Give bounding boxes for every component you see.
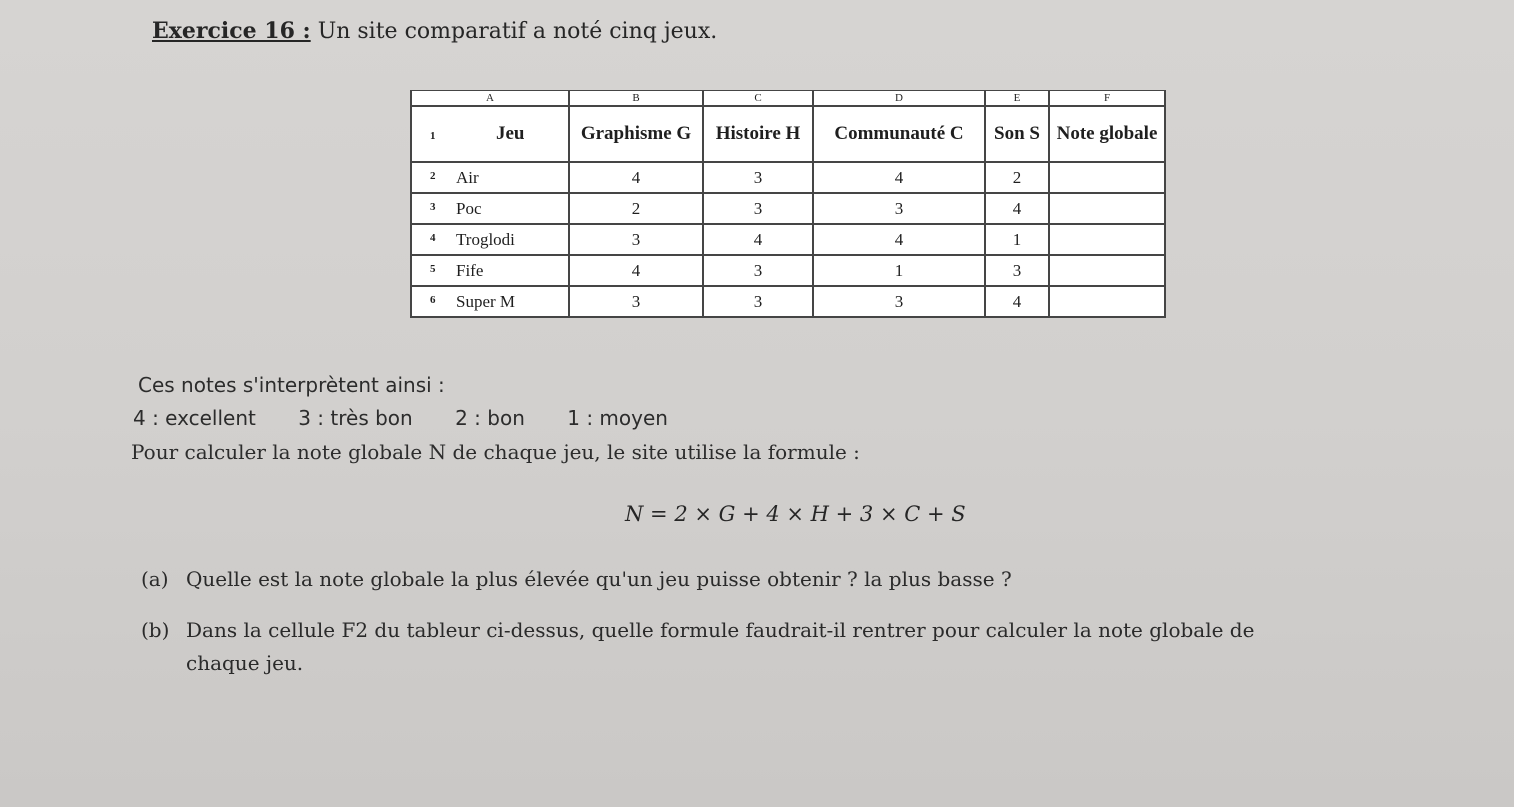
histoire-value: 3: [703, 255, 813, 286]
table-row: [411, 162, 1165, 193]
game-cell: [411, 286, 569, 317]
note-globale-value: [1049, 255, 1165, 286]
exercise-statement: Un site comparatif a noté cinq jeux.: [317, 19, 718, 44]
column-letter-d: D: [813, 91, 985, 107]
row-number: 6: [430, 294, 436, 307]
son-value: 4: [985, 193, 1049, 224]
scale-item-excellent: 4 : excellent: [133, 406, 256, 430]
header-cell-graphisme: Graphisme G: [569, 106, 703, 162]
question-text: Quelle est la note globale la plus élevée qu'un jeu puisse obtenir ? la plus basse ?: [186, 567, 1012, 591]
communaute-value: 4: [813, 162, 985, 193]
table-row: [411, 224, 1165, 255]
game-cell: [411, 162, 569, 193]
histoire-value: 3: [703, 193, 813, 224]
son-value: 4: [985, 286, 1049, 317]
scale-item-moyen: 1 : moyen: [567, 406, 668, 430]
question-b: [141, 614, 1471, 680]
row-number: 3: [430, 201, 436, 214]
graphisme-value: 4: [569, 255, 703, 286]
row-number: 5: [430, 263, 436, 276]
communaute-value: 3: [813, 193, 985, 224]
header-cell-note-globale: Note globale: [1049, 106, 1165, 162]
graphisme-value: 4: [569, 162, 703, 193]
game-name: Troglodi: [456, 229, 515, 249]
column-letter-c: C: [703, 91, 813, 107]
exercise-title: [152, 18, 717, 44]
son-value: 3: [985, 255, 1049, 286]
game-cell: [411, 255, 569, 286]
question-text: Dans la cellule F2 du tableur ci-dessus, quelle formule faudrait-il rentrer pour calculer la note globale de: [186, 618, 1255, 642]
table-row: [411, 255, 1165, 286]
header-cell-histoire: Histoire H: [703, 106, 813, 162]
table-row: [411, 286, 1165, 317]
formula: N = 2 × G + 4 × H + 3 × C + S: [625, 502, 966, 526]
communaute-value: 1: [813, 255, 985, 286]
question-a: [141, 567, 1012, 591]
header-row: [411, 106, 1165, 162]
question-continuation: chaque jeu.: [186, 651, 304, 675]
note-globale-value: [1049, 162, 1165, 193]
graphisme-value: 3: [569, 224, 703, 255]
son-value: 1: [985, 224, 1049, 255]
exercise-label: Exercice 16 :: [152, 18, 311, 44]
graphisme-value: 2: [569, 193, 703, 224]
column-letter-f: F: [1049, 91, 1165, 107]
column-letter-a: A: [411, 91, 569, 107]
row-number: 1: [430, 130, 436, 143]
formula-intro: Pour calculer la note globale N de chaque jeu, le site utilise la formule :: [131, 440, 860, 464]
interpretation-title: Ces notes s'interprètent ainsi :: [138, 373, 445, 397]
histoire-value: 3: [703, 162, 813, 193]
spreadsheet-table: [410, 90, 1166, 318]
scale-item-bon: 2 : bon: [455, 406, 525, 430]
game-name: Air: [456, 167, 479, 187]
column-letter-b: B: [569, 91, 703, 107]
header-cell-communaute: Communauté C: [813, 106, 985, 162]
game-name: Super M: [456, 291, 516, 311]
histoire-value: 4: [703, 224, 813, 255]
communaute-value: 4: [813, 224, 985, 255]
header-label: Jeu: [496, 123, 525, 145]
son-value: 2: [985, 162, 1049, 193]
row-number: 4: [430, 232, 436, 245]
game-cell: [411, 224, 569, 255]
header-cell-son: Son S: [985, 106, 1049, 162]
game-cell: [411, 193, 569, 224]
column-letter-e: E: [985, 91, 1049, 107]
note-globale-value: [1049, 193, 1165, 224]
row-number: 2: [430, 170, 436, 183]
rating-scale: [133, 406, 704, 430]
note-globale-value: [1049, 224, 1165, 255]
header-cell-jeu: [411, 106, 569, 162]
question-label: (b): [141, 618, 170, 642]
game-name: Poc: [456, 198, 482, 218]
question-label: (a): [141, 567, 169, 591]
scale-item-tres-bon: 3 : très bon: [298, 406, 413, 430]
note-globale-value: [1049, 286, 1165, 317]
histoire-value: 3: [703, 286, 813, 317]
communaute-value: 3: [813, 286, 985, 317]
column-letters-row: [411, 91, 1165, 107]
table-row: [411, 193, 1165, 224]
graphisme-value: 3: [569, 286, 703, 317]
game-name: Fife: [456, 260, 484, 280]
